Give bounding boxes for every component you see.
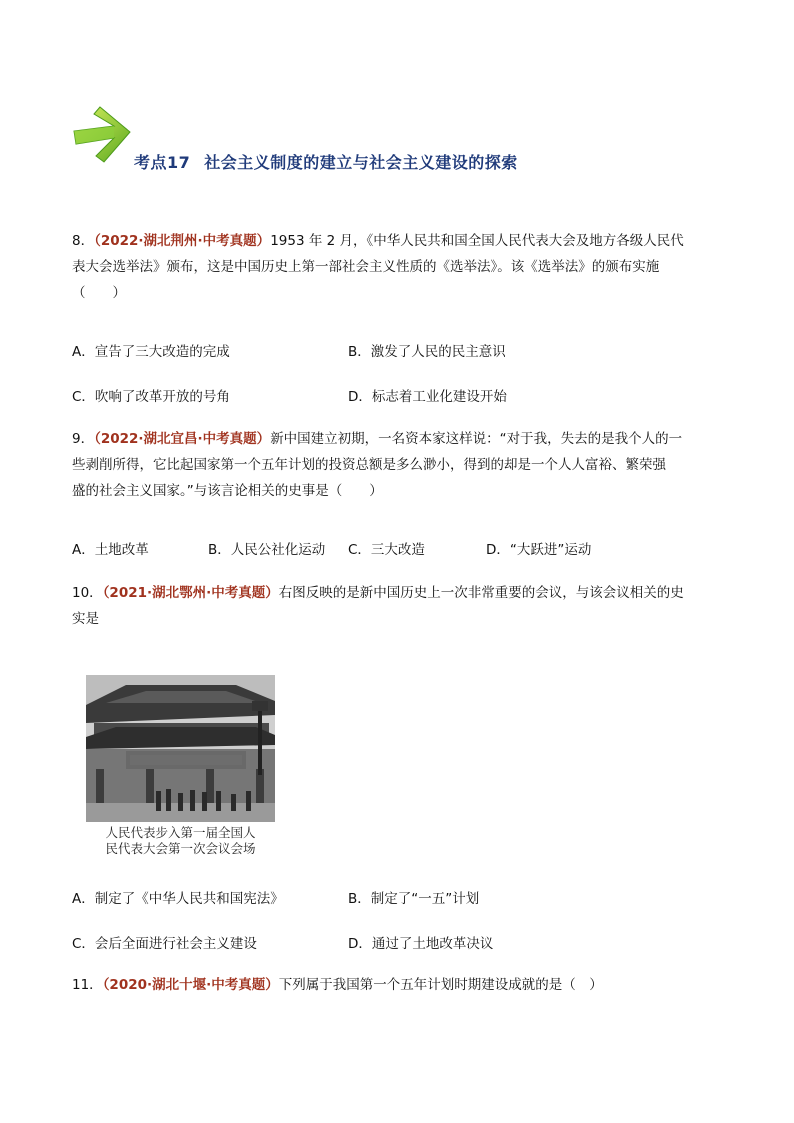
section-title-text: 社会主义制度的建立与社会主义建设的探索 [204,153,518,172]
option-d[interactable]: D．标志着工业化建设开始 [348,389,507,405]
question-stem: 下列属于我国第一个五年计划时期建设成就的是（ ） [278,977,603,993]
meeting-hall-photo-icon [86,675,275,822]
option-b[interactable]: B．制定了“一五”计划 [348,891,480,907]
question-stem: 盛的社会主义国家。”与该言论相关的史事是（ ） [72,483,383,499]
caption-line: 民代表大会第一次会议会场 [105,841,256,856]
question-number: 11． [72,977,103,993]
green-arrow-icon [70,104,134,166]
option-a[interactable]: A．宣告了三大改造的完成 [72,344,230,360]
question-source: （2022·湖北荆州·中考真题） [94,233,271,249]
question-number: 10． [72,585,103,601]
question-number: 8． [72,233,95,249]
option-b[interactable]: B．人民公社化运动 [208,542,326,558]
question-9 [72,426,732,504]
option-c[interactable]: C．吹响了改革开放的号角 [72,389,230,405]
caption-line: 人民代表步入第一届全国人 [105,825,256,840]
option-c[interactable]: C．会后全面进行社会主义建设 [72,936,257,952]
figure-caption [86,825,275,857]
options-row [72,538,732,558]
options-row [72,932,732,952]
options-row [72,340,732,360]
options-row [72,385,732,405]
section-title [134,150,518,173]
question-stem: 1953 年 2 月，《中华人民共和国全国人民代表大会及地方各级人民代 [270,233,684,249]
option-a[interactable]: A．制定了《中华人民共和国宪法》 [72,891,284,907]
section-header [70,104,750,174]
question-number: 9． [72,431,95,447]
question-stem: 表大会选举法》颁布，这是中国历史上第一部社会主义性质的《选举法》。该《选举法》的颁布实施 [72,259,660,275]
option-c[interactable]: C．三大改造 [348,542,425,558]
question-stem: 新中国建立初期，一名资本家这样说：“对于我，失去的是我个人的一 [270,431,683,447]
option-a[interactable]: A．土地改革 [72,542,149,558]
question-source: （2020·湖北十堰·中考真题） [102,977,279,993]
answer-blank: （ ） [72,285,126,301]
question-stem: 实是 [72,611,99,627]
question-source: （2021·湖北鄂州·中考真题） [102,585,279,601]
question-source: （2022·湖北宜昌·中考真题） [94,431,271,447]
section-number: 考点17 [134,153,191,172]
question-11 [72,972,732,998]
question-8 [72,228,732,306]
question-stem: 右图反映的是新中国历史上一次非常重要的会议，与该会议相关的史 [278,585,684,601]
question-stem: 些剥削所得，它比起国家第一个五年计划的投资总额是多么渺小，得到的却是一个人人富裕、繁荣强 [72,457,666,473]
question-10 [72,580,732,632]
option-d[interactable]: D．通过了土地改革决议 [348,936,494,952]
question-figure [86,675,275,860]
option-b[interactable]: B．激发了人民的民主意识 [348,344,506,360]
option-d[interactable]: D．“大跃进”运动 [486,542,592,558]
options-row [72,887,732,907]
